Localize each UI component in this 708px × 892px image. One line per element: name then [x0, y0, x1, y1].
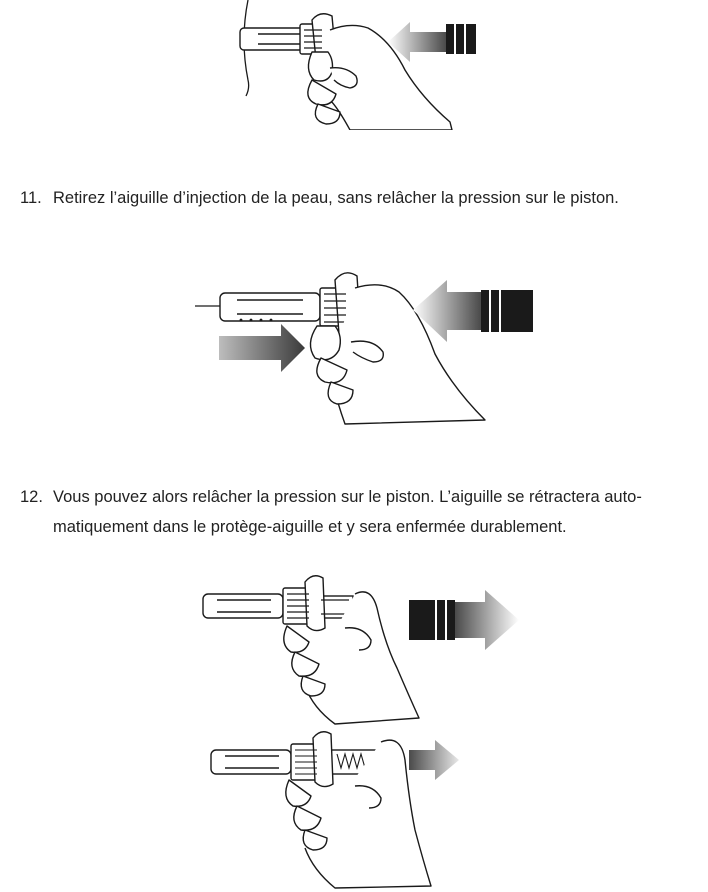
illustration-injection-pressing	[200, 0, 500, 130]
step-text-line: Retirez l’aiguille d’injection de la peau, sans relâcher la pression sur le piston.	[53, 189, 619, 207]
syringe	[220, 273, 361, 339]
arrow-right-small	[409, 740, 459, 780]
arrow-right-small	[219, 324, 305, 372]
syringe	[203, 576, 353, 631]
step-text-line: matiquement dans le protège-aiguille et y sera enfermée durablement.	[53, 518, 567, 536]
syringe	[211, 732, 377, 787]
step-number: 11.	[20, 189, 42, 207]
arrow-left	[413, 280, 533, 342]
step-number: 12.	[20, 488, 43, 506]
illustration-needle-retracted	[205, 730, 485, 890]
step-text	[53, 183, 704, 213]
step-text-line: Vous pouvez alors relâcher la pression sur le piston. L’aiguille se rétractera auto-	[53, 488, 642, 506]
illustration-plunger-release	[195, 568, 535, 728]
illustration-needle-withdrawal	[185, 258, 545, 428]
step-text	[53, 482, 704, 542]
arrow-right	[409, 590, 519, 650]
arrow-left	[388, 22, 476, 62]
